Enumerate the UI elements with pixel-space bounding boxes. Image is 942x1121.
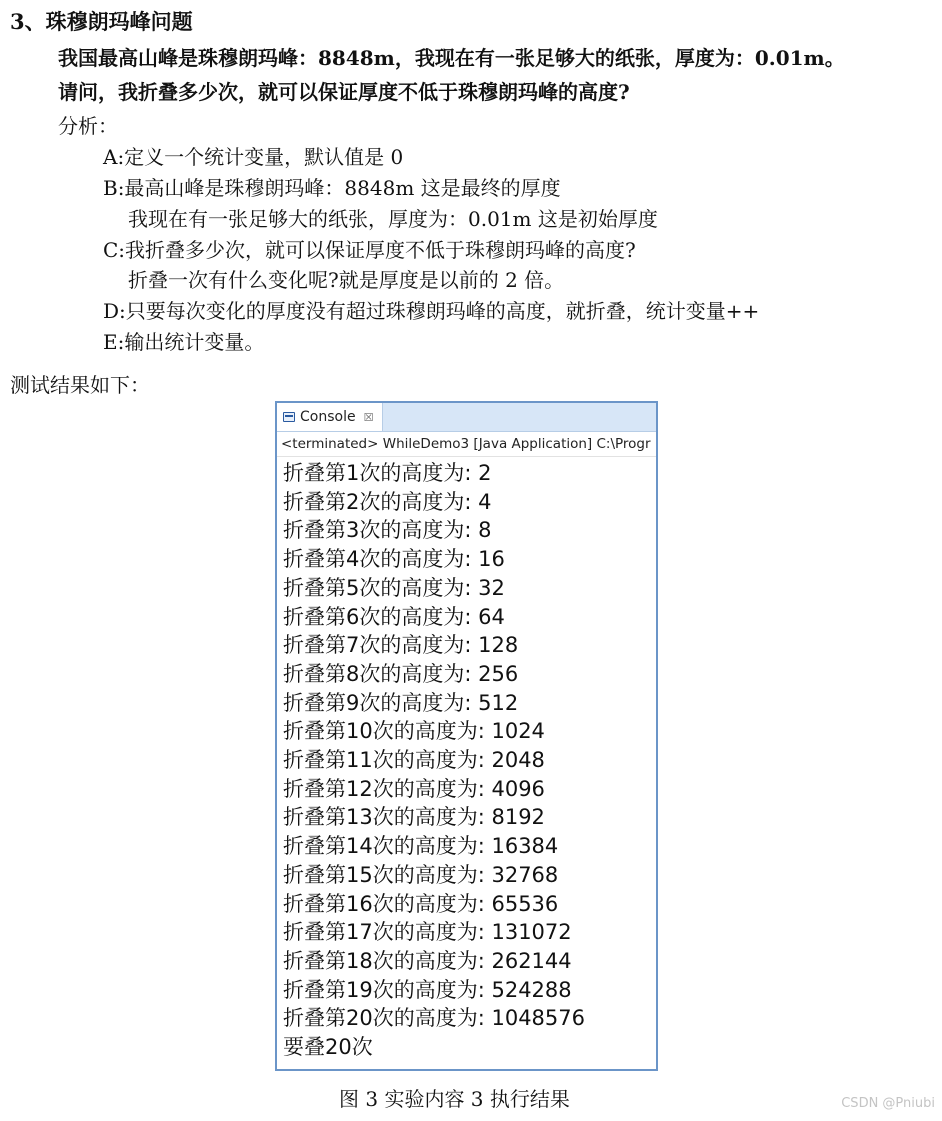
problem-statement-line-2: 请问，我折叠多少次，就可以保证厚度不低于珠穆朗玛峰的高度? [58,80,630,104]
console-output-line: 折叠第9次的高度为: 512 [283,690,519,715]
analysis-step-d: D:只要每次变化的厚度没有超过珠穆朗玛峰的高度，就折叠，统计变量++ [103,299,760,323]
console-output-line: 折叠第15次的高度为: 32768 [283,862,559,887]
section-heading: 3、珠穆朗玛峰问题 [10,9,193,34]
console-output-line: 折叠第6次的高度为: 64 [283,604,505,629]
analysis-step-b-detail: 我现在有一张足够大的纸张，厚度为：0.01m 这是初始厚度 [128,207,658,231]
console-output-line: 折叠第1次的高度为: 2 [283,461,492,485]
console-output-line: 折叠第12次的高度为: 4096 [283,776,545,801]
problem-statement-line-1: 我国最高山峰是珠穆朗玛峰：8848m，我现在有一张足够大的纸张，厚度为：0.01m。 [58,46,845,70]
console-output-line: 折叠第2次的高度为: 4 [283,489,492,514]
console-output-line: 折叠第14次的高度为: 16384 [283,834,559,859]
console-output-line: 折叠第11次的高度为: 2048 [283,748,545,773]
console-output-line: 折叠第10次的高度为: 1024 [283,719,545,744]
console-output-line: 折叠第8次的高度为: 256 [283,661,519,686]
console-tab[interactable] [277,403,383,431]
console-tab-bar [277,403,656,432]
console-output-line: 折叠第20次的高度为: 1048576 [283,1006,585,1031]
watermark: CSDN @Pniubi [841,1096,935,1111]
console-output-line: 折叠第17次的高度为: 131072 [283,920,572,945]
result-intro: 测试结果如下： [10,373,150,397]
analysis-step-b: B:最高山峰是珠穆朗玛峰：8848m 这是最终的厚度 [103,176,561,200]
console-icon [283,412,295,422]
console-tab-label: Console [300,409,356,425]
analysis-title: 分析： [58,114,118,138]
analysis-step-e: E:输出统计变量。 [103,330,265,354]
analysis-step-a: A:定义一个统计变量，默认值是 0 [103,145,404,169]
console-output-line: 折叠第13次的高度为: 8192 [283,805,545,830]
console-output [277,457,656,1062]
close-icon[interactable]: ☒ [363,410,374,424]
console-status-line: <terminated> WhileDemo3 [Java Application] C:\Progr [277,432,656,457]
console-output-line: 折叠第4次的高度为: 16 [283,547,505,572]
console-output-line: 折叠第7次的高度为: 128 [283,633,519,658]
console-summary-line: 要叠20次 [283,1035,373,1060]
console-output-line: 折叠第18次的高度为: 262144 [283,948,572,973]
figure-caption: 图 3 实验内容 3 执行结果 [339,1087,570,1111]
console-panel [275,401,658,1071]
console-output-line: 折叠第19次的高度为: 524288 [283,977,572,1002]
analysis-step-c: C:我折叠多少次，就可以保证厚度不低于珠穆朗玛峰的高度? [103,238,636,262]
analysis-step-c-detail: 折叠一次有什么变化呢?就是厚度是以前的 2 倍。 [128,268,565,292]
console-output-line: 折叠第5次的高度为: 32 [283,575,505,600]
console-output-line: 折叠第3次的高度为: 8 [283,518,492,543]
console-output-line: 折叠第16次的高度为: 65536 [283,891,559,916]
